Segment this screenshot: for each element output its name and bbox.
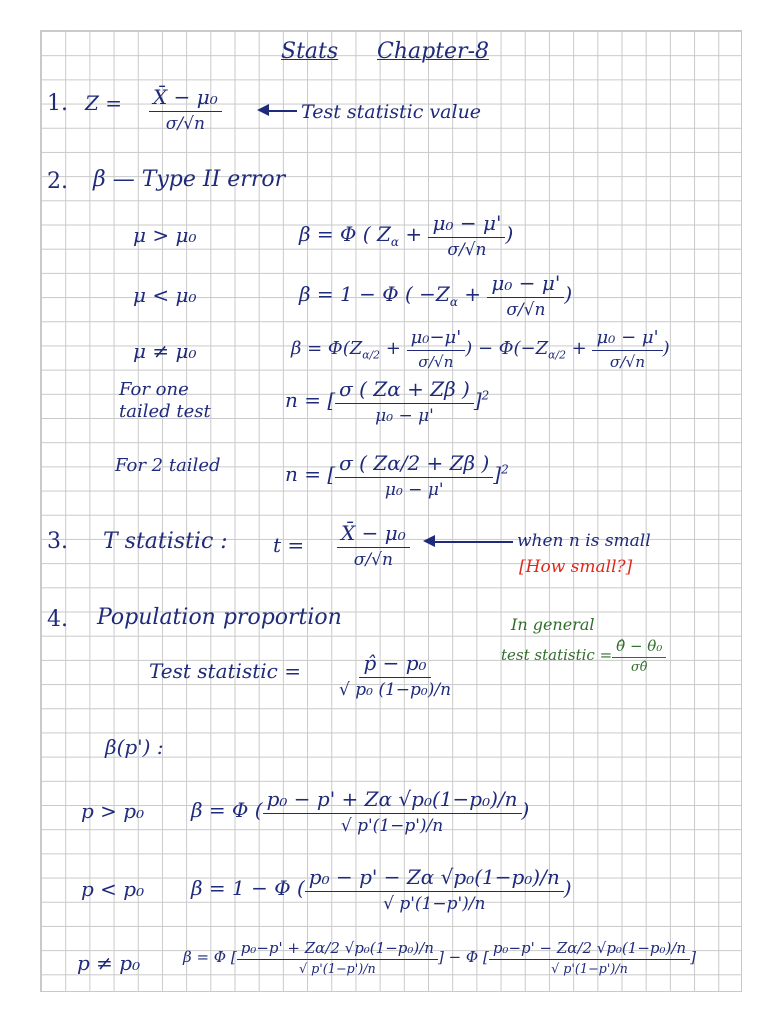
test-statistic-label: Test statistic = [149, 659, 301, 683]
one-tailed-label-line1: For one [119, 379, 189, 400]
case-mu-not-equal: μ ≠ μ₀ [133, 339, 197, 363]
population-proportion-heading: Population proportion [97, 605, 342, 630]
proportion-test-statistic: $\frac{\text{p̂ − p₀}}{\text{√ p₀ (1−p₀)/n}}$ [339, 651, 452, 700]
beta-formula-3: $\beta = \Phi(Z_{\alpha/2}$ + $\frac{\text{μ₀−μ'}}{\sigma/√n}$ ) − $\Phi(-Z_{\alpha/2}$ + $\frac{\text{μ₀ − μ'}}{\sigma/√n}$ ) [291, 327, 670, 371]
z-fraction [149, 85, 222, 134]
arrow-shaft [267, 110, 297, 112]
beta-prop-formula-1: β = Φ ( $\frac{\text{p₀ − p' + Zα √p₀(1−p₀)/n}}{√ p'(1-p')/n}$ ) [191, 787, 530, 836]
sample-size-one-tailed: n = [ $\frac{\sigma ( Z\alpha + Z\beta )}{\text{μ₀ − μ'}}$ ]$^2$ [285, 377, 490, 426]
item-number-4: 4. [47, 607, 68, 632]
t-statistic-heading: T statistic : [103, 529, 228, 554]
beta-heading: β — Type II error [93, 167, 286, 192]
case-p-not-equal: p ≠ p₀ [77, 951, 141, 975]
one-tailed-label-line2: tailed test [119, 401, 211, 422]
z-lhs: Z = [85, 91, 123, 115]
t-lhs: t = [273, 533, 305, 557]
z-note: Test statistic value [301, 101, 482, 123]
beta-formula-2: β = 1 − Φ ( $-Z_\alpha$ + $\frac{\text{μ₀ − μ'}}{\sigma/√n}$ ) [299, 271, 573, 320]
title-stats: Stats [281, 39, 339, 64]
item-number-2: 2. [47, 169, 68, 194]
case-mu-greater: μ > μ₀ [133, 223, 197, 247]
notebook-page [40, 30, 742, 992]
case-p-less: p < p₀ [81, 877, 145, 901]
case-mu-less: μ < μ₀ [133, 283, 197, 307]
beta-prop-formula-3: β = Φ [ $\frac{\text{p₀−p' + Zα/2 √p₀(1−p₀)/n}}{√ p'(1-p')/n}$ ] − Φ [ $\frac{\text{p₀−p' − Zα/2 √p₀(1−p₀)/n}}{√ p'(1-p')/n}$ ] [183, 939, 696, 977]
sample-size-two-tailed: n = [ $\frac{\sigma ( Z\alpha/2 + Z\beta )}{\text{μ₀ − μ'}}$ ]$^2$ [285, 451, 509, 500]
general-note-line1: In general [511, 615, 595, 634]
beta-prop-formula-2: β = 1 − Φ ( $\frac{\text{p₀ − p' − Zα √p₀(1−p₀)/n}}{√ p'(1-p')/n}$ ) [191, 865, 572, 914]
t-note-red: [How small?] [519, 557, 633, 577]
t-note: when n is small [517, 531, 651, 551]
z-denominator: σ/√n [165, 114, 205, 134]
z-numerator: X̄ − μ₀ [149, 85, 222, 112]
item-number-3: 3. [47, 529, 68, 554]
beta-formula-1: β = Φ ( $Z_\alpha$ + $\frac{\text{μ₀ − μ'}}{\sigma/√n}$ ) [299, 211, 514, 260]
case-p-greater: p > p₀ [81, 799, 145, 823]
two-tailed-label: For 2 tailed [115, 455, 221, 476]
beta-p-prime-heading: β(p') : [105, 735, 164, 759]
general-note: test statistic = $\frac{\text{θ̂ − θ₀}}{\sigma\thetâ}$ [501, 637, 666, 675]
item-number-1: 1. [47, 91, 68, 116]
t-fraction: $\frac{\text{X̄ − μ₀}}{\sigma/√n}$ [337, 521, 410, 570]
title-chapter: Chapter-8 [377, 39, 490, 64]
arrow-shaft [433, 541, 513, 543]
